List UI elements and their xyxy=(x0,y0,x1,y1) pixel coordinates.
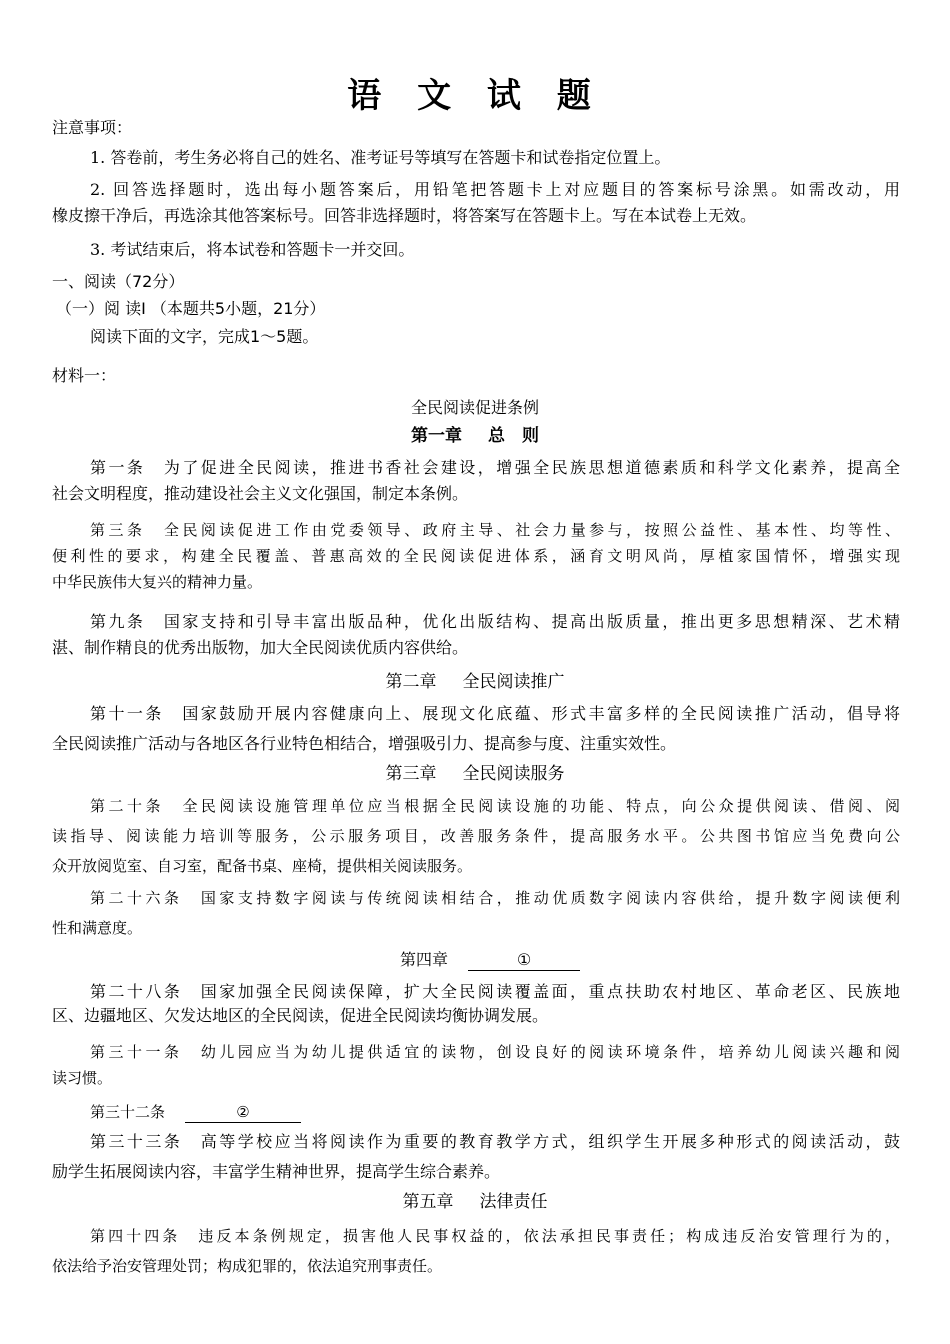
article-33-line-1: 第三十三条 高等学校应当将阅读作为重要的教育教学方式，组织学生开展多种形式的阅读活动，鼓 xyxy=(90,1132,900,1151)
article-3-line-1: 第三条 全民阅读促进工作由党委领导、政府主导、社会力量参与，按照公益性、基本性、均等性、 xyxy=(90,521,900,539)
article-1-line-2: 社会文明程度，推动建设社会主义文化强国，制定本条例。 xyxy=(52,484,469,503)
chapter-5-name: 法律责任 xyxy=(479,1192,548,1212)
notice-item-1: 1. 答卷前，考生务必将自己的姓名、准考证号等填写在答题卡和试卷指定位置上。 xyxy=(90,148,671,167)
article-31-line-2: 读习惯。 xyxy=(52,1069,113,1087)
article-3-line-3: 中华民族伟大复兴的精神力量。 xyxy=(52,573,263,591)
chapter-1-heading xyxy=(0,424,950,448)
section-heading: 一、阅读（72分） xyxy=(52,272,185,291)
article-26-line-2: 性和满意度。 xyxy=(52,919,143,937)
chapter-3-number: 第三章 xyxy=(385,764,437,784)
chapter-4-blank: ① xyxy=(468,950,580,971)
chapter-3-heading xyxy=(0,762,950,786)
notice-item-2-line-1: 2. 回答选择题时，选出每小题答案后，用铅笔把答题卡上对应题目的答案标号涂黑。如需改动，用 xyxy=(90,180,900,199)
article-9-line-2: 湛、制作精良的优秀出版物，加大全民阅读优质内容供给。 xyxy=(52,638,469,657)
subsection-heading: （一）阅 读I （本题共5小题，21分） xyxy=(56,299,326,318)
notice-item-3: 3. 考试结束后，将本试卷和答题卡一并交回。 xyxy=(90,240,415,259)
article-32 xyxy=(90,1100,900,1124)
article-28-line-1: 第二十八条 国家加强全民阅读保障，扩大全民阅读覆盖面，重点扶助农村地区、革命老区、民族地 xyxy=(90,982,900,1001)
chapter-5-heading xyxy=(0,1190,950,1214)
article-11-line-2: 全民阅读推广活动与各地区各行业特色相结合，增强吸引力、提高参与度、注重实效性。 xyxy=(52,734,677,753)
chapter-2-name: 全民阅读推广 xyxy=(462,672,565,692)
notice-item-2-line-2: 橡皮擦干净后，再选涂其他答案标号。回答非选择题时，将答案写在答题卡上。写在本试卷上无效。 xyxy=(52,206,757,225)
article-33-line-2: 励学生拓展阅读内容，丰富学生精神世界，提高学生综合素养。 xyxy=(52,1162,501,1181)
chapter-2-number: 第二章 xyxy=(385,672,437,692)
exam-title: 语 文 试 题 xyxy=(347,76,603,116)
article-20-line-2: 读指导、阅读能力培训等服务，公示服务项目，改善服务条件，提高服务水平。公共图书馆应当免费向公 xyxy=(52,827,900,845)
article-3-line-2: 便利性的要求，构建全民覆盖、普惠高效的全民阅读促进体系，涵育文明风尚，厚植家国情怀，增强实现 xyxy=(52,547,900,565)
article-26-line-1: 第二十六条 国家支持数字阅读与传统阅读相结合，推动优质数字阅读内容供给，提升数字阅读便利 xyxy=(90,889,900,907)
chapter-5-number: 第五章 xyxy=(402,1192,454,1212)
article-1-line-1: 第一条 为了促进全民阅读，推进书香社会建设，增强全民族思想道德素质和科学文化素养，提高全 xyxy=(90,458,900,477)
chapter-4-number: 第四章 xyxy=(400,950,449,969)
chapter-2-heading xyxy=(0,670,950,694)
article-44-line-1: 第四十四条 违反本条例规定，损害他人民事权益的，依法承担民事责任；构成违反治安管理行为的， xyxy=(90,1227,900,1245)
chapter-3-name: 全民阅读服务 xyxy=(462,764,565,784)
regulation-title: 全民阅读促进条例 xyxy=(410,398,539,417)
article-32-number: 第三十二条 xyxy=(90,1103,166,1121)
article-9-line-1: 第九条 国家支持和引导丰富出版品种，优化出版结构、提高出版质量，推出更多思想精深、艺术精 xyxy=(90,612,900,631)
material-label: 材料一： xyxy=(52,366,117,385)
article-20-line-1: 第二十条 全民阅读设施管理单位应当根据全民阅读设施的功能、特点，向公众提供阅读、借阅、阅 xyxy=(90,797,900,815)
chapter-1-name: 总 则 xyxy=(488,426,539,446)
article-20-line-3: 众开放阅览室、自习室，配备书桌、座椅，提供相关阅读服务。 xyxy=(52,857,473,875)
article-44-line-2: 依法给予治安管理处罚；构成犯罪的，依法追究刑事责任。 xyxy=(52,1257,443,1275)
article-11-line-1: 第十一条 国家鼓励开展内容健康向上、展现文化底蕴、形式丰富多样的全民阅读推广活动，倡导将 xyxy=(90,704,900,723)
article-31-line-1: 第三十一条 幼儿园应当为幼儿提供适宜的读物，创设良好的阅读环境条件，培养幼儿阅读兴趣和阅 xyxy=(90,1043,900,1061)
chapter-4-heading xyxy=(400,948,700,972)
reading-instruction: 阅读下面的文字，完成1～5题。 xyxy=(90,327,319,346)
notice-heading: 注意事项： xyxy=(52,118,133,137)
article-32-blank: ② xyxy=(185,1102,301,1123)
chapter-1-number: 第一章 xyxy=(411,426,462,446)
article-28-line-2: 区、边疆地区、欠发达地区的全民阅读，促进全民阅读均衡协调发展。 xyxy=(52,1006,549,1025)
